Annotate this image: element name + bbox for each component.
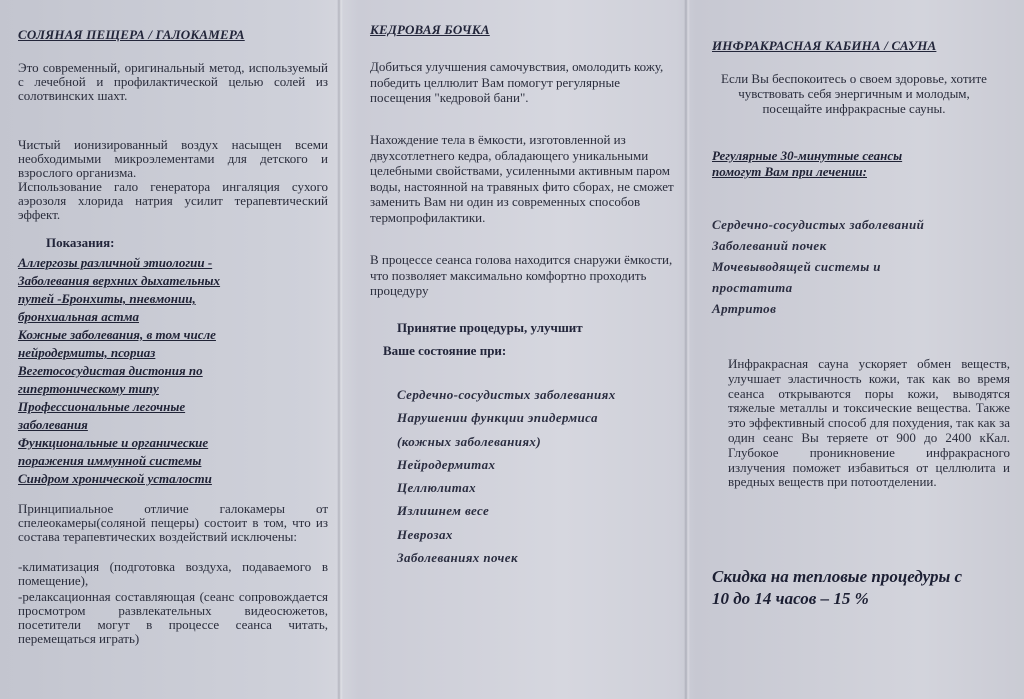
improve-line-2: Ваше состояние при: xyxy=(383,343,507,358)
indication-line: гипертоническому типу xyxy=(18,381,159,396)
indications-list xyxy=(18,254,330,488)
indication-line: Функциональные и органические xyxy=(18,435,209,450)
indication-line: поражения иммунной системы xyxy=(18,453,202,468)
salt-cave-air: Чистый ионизированный воздух насыщен всеми необходимыми микроэлементами для детского и взрослого организма. xyxy=(18,137,328,180)
condition-item: (кожных заболеваниях) xyxy=(397,433,542,449)
indication-line: Вегетососудистая дистония по xyxy=(18,363,203,378)
condition-item: Заболеваниях почек xyxy=(397,550,518,566)
indication-line: Аллергозы различной этиологии - xyxy=(18,255,213,270)
treatment-item: Сердечно-сосудистых заболеваний xyxy=(712,217,925,232)
condition-item: Излишнем весе xyxy=(397,503,490,519)
difference-text: Принципиальное отличие галокамеры от спелеокамеры(соляной пещеры) состоит в том, что из состава терапевтических воздействий исключены: xyxy=(18,501,328,544)
treatments-list xyxy=(712,214,1002,319)
condition-item: Целлюлитах xyxy=(397,480,477,496)
infrared-intro: Если Вы беспокоитесь о своем здоровье, хотите чувствовать себя энергичным и молодым, посещайте инфракрасные сауны. xyxy=(721,71,987,116)
regular-line-2: помогут Вам при лечении: xyxy=(712,164,867,179)
cedar-intro: Добиться улучшения самочувствия, омолодить кожу, победить целлюлит Вам помогут регулярные посещения "кедровой бани". xyxy=(370,59,664,105)
treatment-item: Артритов xyxy=(712,301,777,316)
indications-title: Показания: xyxy=(46,235,115,250)
condition-item: Нейродермитах xyxy=(397,456,496,472)
indication-line: заболевания xyxy=(18,417,88,432)
cedar-body-1: Нахождение тела в ёмкости, изготовленной из двухсотлетнего кедра, обладающего уникальными целебными свойствами, усиленными активным паром воды, настоянной на травяных фито сборах, не сможет заменить Вам ни один из современных способов термопрофилактики. xyxy=(370,132,674,225)
improve-line-1: Принятие процедуры, улучшит xyxy=(397,320,583,335)
column-infrared-sauna xyxy=(706,0,1010,699)
infrared-benefits: Инфракрасная сауна ускоряет обмен веществ, улучшает эластичность кожи, так как во время сеанса открываются поры кожи, выводятся тяжелые металлы и токсические вещества. Также это эффективный способ для похудения, так как за один сеанс Вы теряете от 900 до 2400 кКал. Глубокое проникновение инфракрасного излучения поможет избавиться от целлюлита и вредных веществ при потоотделении. xyxy=(728,356,1010,490)
treatment-item: Заболеваний почек xyxy=(712,238,827,253)
salt-cave-generator: Использование гало генератора ингаляция сухого аэрозоля хлорида натрия усилит терапевтический эффект. xyxy=(18,179,328,222)
column-salt-cave xyxy=(18,0,330,699)
condition-item: Неврозах xyxy=(397,526,453,542)
indication-line: Профессиональные легочные xyxy=(18,399,186,414)
indication-line: Кожные заболевания, в том числе xyxy=(18,327,216,342)
treatment-item: Мочевыводящей системы и xyxy=(712,259,881,274)
indication-line: бронхиальная астма xyxy=(18,309,139,324)
relax-text: -релаксационная составляющая (сеанс сопровождается просмотром развлекательных видеосюжетов, посетители могут в процессе сеанса читать, перемещаться играть) xyxy=(18,589,328,646)
condition-item: Сердечно-сосудистых заболеваниях xyxy=(397,387,616,402)
indication-line: Заболевания верхних дыхательных xyxy=(18,273,221,288)
discount-line-2: 10 до 14 часов – 15 % xyxy=(712,589,869,608)
indication-line: нейродермиты, псориаз xyxy=(18,345,156,360)
cedar-body-2: В процессе сеанса голова находится снаружи ёмкости, что позволяет максимально комфортно проходить процедуру xyxy=(370,252,673,298)
column-cedar-barrel xyxy=(366,0,676,699)
indication-line: путей -Бронхиты, пневмонии, xyxy=(18,291,196,306)
treatment-item: простатита xyxy=(712,280,793,295)
climate-text: -климатизация (подготовка воздуха, подаваемого в помещение), xyxy=(18,559,328,588)
conditions-list xyxy=(397,383,677,569)
cedar-barrel-heading: КЕДРОВАЯ БОЧКА xyxy=(370,22,490,37)
fold-line-left xyxy=(337,0,343,699)
condition-item: Нарушении функции эпидермиса xyxy=(397,410,598,426)
discount-line-1: Скидка на тепловые процедуры с xyxy=(712,567,963,586)
indication-line: Синдром хронической усталости xyxy=(18,471,212,486)
salt-cave-intro: Это современный, оригинальный метод, используемый с лечебной и профилактической целью солей из солотвинских шахт. xyxy=(18,60,328,103)
fold-line-right xyxy=(684,0,690,699)
infrared-heading: ИНФРАКРАСНАЯ КАБИНА / САУНА xyxy=(712,38,937,53)
salt-cave-heading: СОЛЯНАЯ ПЕЩЕРА / ГАЛОКАМЕРА xyxy=(18,27,245,42)
regular-line-1: Регулярные 30-минутные сеансы xyxy=(712,148,903,163)
